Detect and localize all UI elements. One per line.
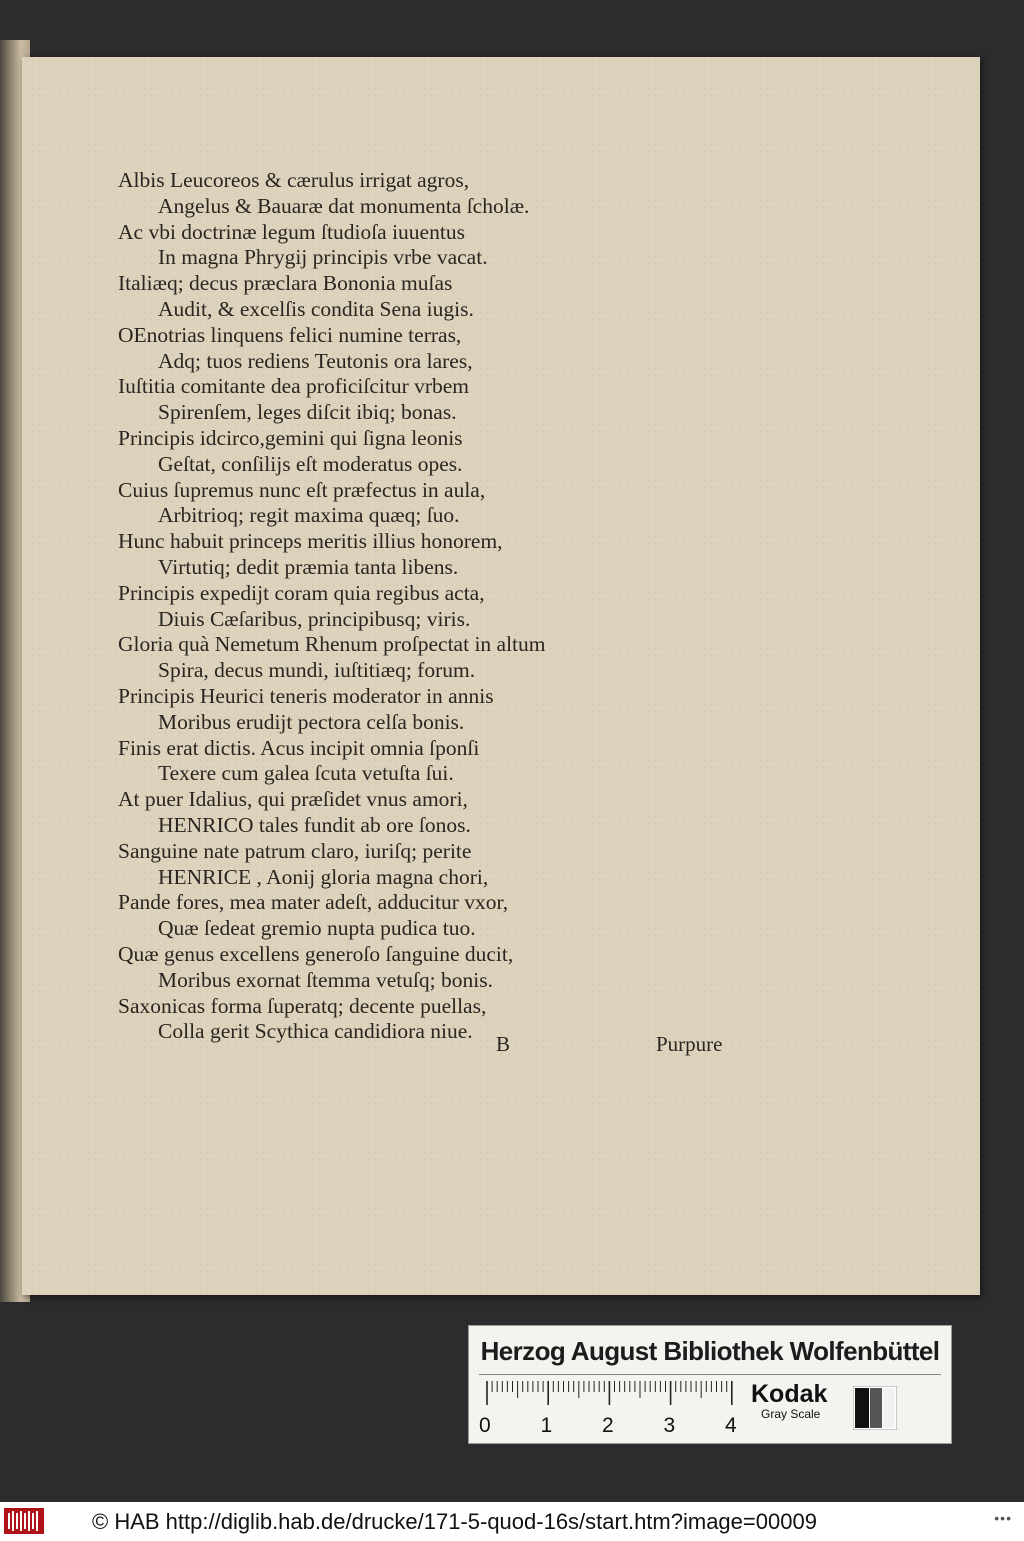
- text-line: Moribus exornat ſtemma vetuſq; bonis.: [158, 967, 493, 992]
- card-divider: [479, 1374, 941, 1375]
- text-line: Hunc habuit princeps meritis illius honorem,: [118, 529, 503, 554]
- kodak-logo: Kodak: [751, 1380, 828, 1408]
- text-line: HENRICO tales fundit ab ore ſonos.: [158, 812, 471, 837]
- text-line: Arbitrioq; regit maxima quæq; ſuo.: [158, 503, 460, 528]
- text-line: Audit, & excelſis condita Sena iugis.: [158, 296, 474, 321]
- page-text-block: [118, 168, 546, 1045]
- text-line: In magna Phrygij principis vrbe vacat.: [158, 245, 488, 270]
- color-reference-card: [468, 1325, 952, 1444]
- text-line: Cuius ſupremus nunc eſt præfectus in aula,: [118, 477, 486, 502]
- footer-source-url[interactable]: © HAB http://diglib.hab.de/drucke/171-5-quod-16s/start.htm?image=00009: [92, 1509, 817, 1534]
- text-line: At puer Idalius, qui præſidet vnus amori,: [118, 787, 468, 812]
- gray-scale-label: Gray Scale: [761, 1407, 821, 1421]
- text-line: Moribus erudijt pectora celſa bonis.: [158, 709, 465, 734]
- text-line: Finis erat dictis. Acus incipit omnia ſponſi: [118, 735, 480, 760]
- catchword: Purpure: [656, 1032, 723, 1056]
- ruler-number: 0: [479, 1414, 491, 1437]
- text-line: Spirenſem, leges diſcit ibiq; bonas.: [158, 400, 457, 425]
- text-line: Quæ genus excellens generoſo ſanguine ducit,: [118, 941, 514, 966]
- text-line: Adq; tuos rediens Teutonis ora lares,: [158, 348, 473, 373]
- text-line: Saxonicas forma ſuperatq; decente puellas,: [118, 993, 487, 1018]
- ruler-number: 4: [725, 1414, 737, 1437]
- footer-bar: [0, 1502, 1024, 1541]
- text-line: Quæ ſedeat gremio nupta pudica tuo.: [158, 916, 476, 941]
- text-line: Albis Leucoreos & cærulus irrigat agros,: [118, 168, 470, 192]
- text-line: Colla gerit Scythica candidiora niue.: [158, 1019, 473, 1044]
- text-line: Principis expedijt coram quia regibus acta,: [118, 580, 485, 605]
- ruler-numbers: [479, 1414, 749, 1440]
- text-line: Diuis Cæſaribus, principibusq; viris.: [158, 606, 471, 631]
- text-line: Iuſtitia comitante dea proficiſcitur vrbem: [118, 374, 470, 399]
- text-line: HENRICE , Aonij gloria magna chori,: [158, 864, 489, 889]
- card-title: Herzog August Bibliothek Wolfenbüttel: [480, 1336, 940, 1366]
- ruler-number: 1: [540, 1414, 553, 1437]
- text-line: Ac vbi doctrinæ legum ſtudioſa iuuentus: [118, 219, 465, 244]
- hab-logo-icon: [4, 1508, 44, 1534]
- text-line: Angelus & Bauaræ dat monumenta ſcholæ.: [158, 193, 530, 218]
- more-options-icon[interactable]: •••: [994, 1510, 1012, 1526]
- text-line: OEnotrias linquens felici numine terras,: [118, 322, 462, 347]
- text-line: Sanguine nate patrum claro, iuriſq; perite: [118, 838, 472, 863]
- text-line: Italiæq; decus præclara Bononia muſas: [118, 271, 453, 296]
- text-line: Spira, decus mundi, iuſtitiæq; forum.: [158, 658, 476, 683]
- text-line: Geſtat, conſilijs eſt moderatus opes.: [158, 451, 463, 476]
- text-line: Principis Heurici teneris moderator in annis: [118, 683, 494, 708]
- text-line: Principis idcirco,gemini qui ſigna leonis: [118, 425, 463, 450]
- text-line: Pande fores, mea mater adeſt, adducitur vxor,: [118, 890, 509, 915]
- signature-mark: B: [496, 1032, 511, 1056]
- text-line: Texere cum galea ſcuta vetuſta ſui.: [158, 761, 454, 786]
- ruler-scale: [485, 1381, 737, 1405]
- ruler-number: 3: [663, 1414, 676, 1437]
- text-line: Gloria quà Nemetum Rhenum proſpectat in altum: [118, 632, 546, 657]
- ruler-number: 2: [602, 1414, 614, 1437]
- gray-scale-swatch: [853, 1386, 897, 1430]
- text-line: Virtutiq; dedit præmia tanta libens.: [158, 554, 459, 579]
